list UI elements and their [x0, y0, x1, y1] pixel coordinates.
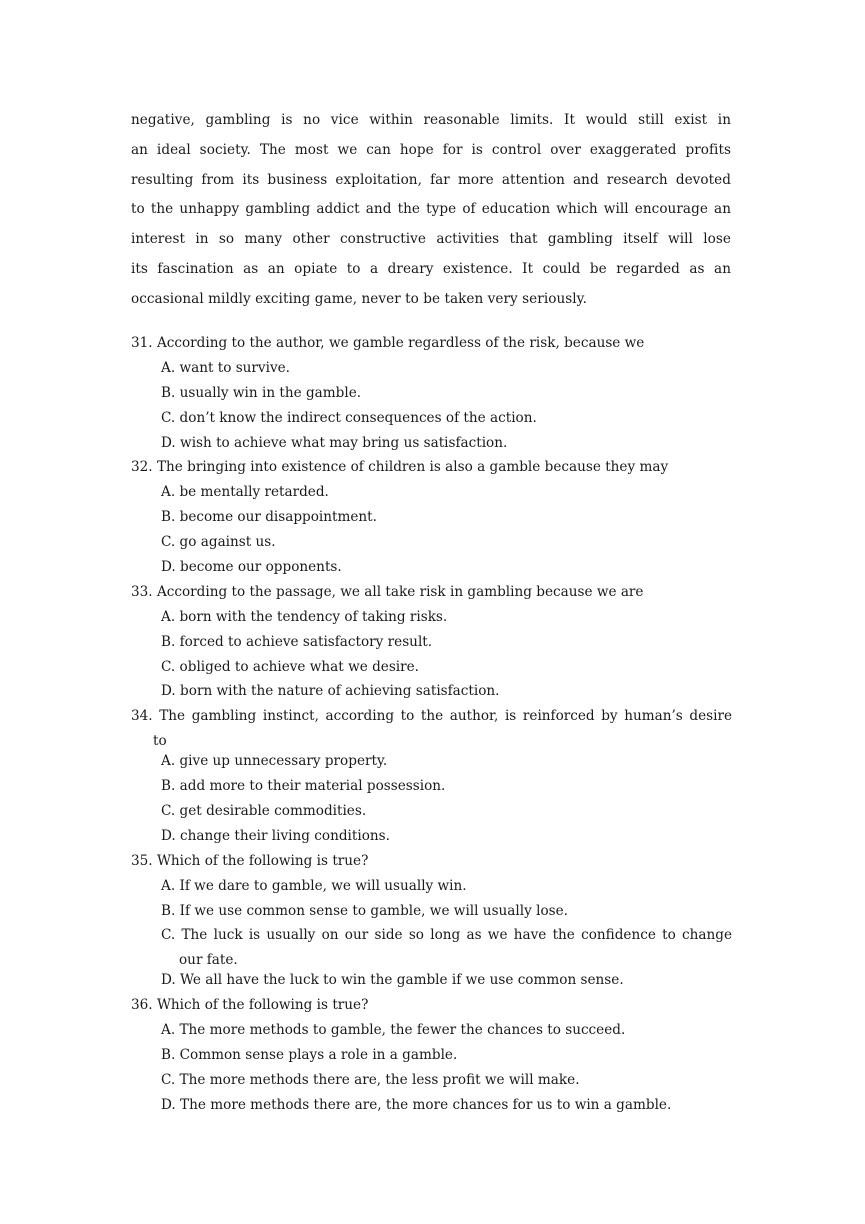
question-35 — [131, 851, 741, 995]
answer-option: C. don’t know the indirect consequences of the action. — [161, 409, 537, 426]
passage-line: to the unhappy gambling addict and the type of education which will encourage an — [131, 201, 731, 218]
answer-option: D. become our opponents. — [161, 559, 342, 576]
passage-line: interest in so many other constructive activities that gambling itself will lose — [131, 231, 731, 248]
answer-option: C. The luck is usually on our side so long as we have the confidence to change — [161, 927, 732, 944]
passage-line: occasional mildly exciting game, never to be taken very seriously. — [131, 290, 587, 307]
question-31 — [131, 333, 741, 457]
passage-line: an ideal society. The most we can hope for is control over exaggerated profits — [131, 141, 731, 158]
answer-option: A. born with the tendency of taking risks. — [161, 608, 448, 625]
question-stem: 32. The bringing into existence of children is also a gamble because they may — [131, 459, 669, 476]
question-list — [131, 333, 741, 1120]
answer-option: C. obliged to achieve what we desire. — [161, 658, 420, 675]
answer-option: A. The more methods to gamble, the fewer the chances to succeed. — [161, 1022, 626, 1039]
passage-line: negative, gambling is no vice within reasonable limits. It would still exist in — [131, 112, 731, 128]
question-34 — [131, 706, 741, 850]
question-stem: 33. According to the passage, we all take risk in gambling because we are — [131, 583, 644, 600]
answer-option: B. add more to their material possession. — [161, 778, 446, 795]
answer-option: C. go against us. — [161, 534, 276, 551]
question-33 — [131, 582, 741, 706]
passage-line: its fascination as an opiate to a dreary existence. It could be regarded as an — [131, 260, 731, 277]
answer-option: D. We all have the luck to win the gamble if we use common sense. — [161, 972, 624, 989]
question-stem: 36. Which of the following is true? — [131, 997, 369, 1014]
answer-option: C. get desirable commodities. — [161, 803, 367, 820]
answer-option: A. If we dare to gamble, we will usually win. — [161, 877, 467, 894]
answer-option: D. change their living conditions. — [161, 827, 390, 844]
passage-line: resulting from its business exploitation, far more attention and research devoted — [131, 171, 731, 188]
question-36 — [131, 995, 741, 1119]
question-stem-continuation: to — [153, 733, 167, 750]
answer-option: D. The more methods there are, the more chances for us to win a gamble. — [161, 1096, 672, 1113]
answer-option: A. be mentally retarded. — [161, 484, 329, 501]
answer-option: B. If we use common sense to gamble, we will usually lose. — [161, 902, 568, 919]
answer-option: B. usually win in the gamble. — [161, 384, 362, 401]
reading-passage — [131, 108, 731, 317]
question-stem: 34. The gambling instinct, according to the author, is reinforced by human’s desire — [131, 708, 732, 725]
answer-option: C. The more methods there are, the less profit we will make. — [161, 1071, 580, 1088]
answer-option: B. forced to achieve satisfactory result. — [161, 633, 433, 650]
question-stem: 35. Which of the following is true? — [131, 852, 369, 869]
question-stem: 31. According to the author, we gamble regardless of the risk, because we — [131, 335, 645, 351]
answer-option: A. give up unnecessary property. — [161, 753, 388, 770]
answer-option: B. become our disappointment. — [161, 509, 377, 526]
answer-option-continuation: our fate. — [179, 952, 238, 969]
answer-option: A. want to survive. — [161, 359, 291, 376]
question-32 — [131, 457, 741, 581]
answer-option: D. wish to achieve what may bring us satisfaction. — [161, 434, 508, 451]
answer-option: D. born with the nature of achieving satisfaction. — [161, 683, 500, 700]
answer-option: B. Common sense plays a role in a gamble. — [161, 1047, 458, 1064]
